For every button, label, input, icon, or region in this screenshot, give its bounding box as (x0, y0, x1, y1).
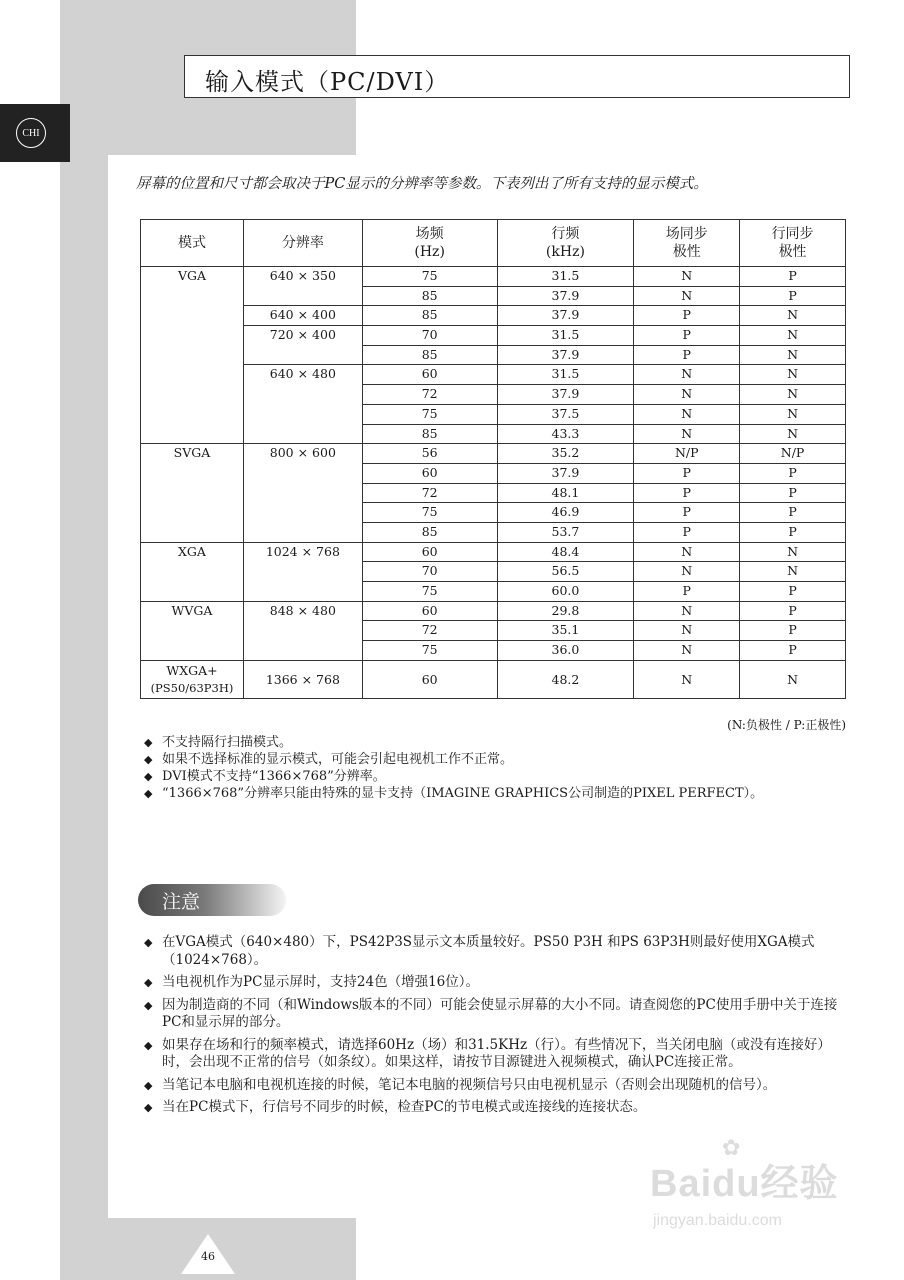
polarity-legend: (N:负极性 / P:正极性) (727, 718, 846, 732)
header-hfreq: 行频 (kHz) (497, 220, 634, 267)
bullet-diamond-icon: ◆ (144, 787, 153, 800)
watermark-logo: Baidu经验 (650, 1163, 839, 1205)
header-vfreq: 场频 (Hz) (362, 220, 497, 267)
cell-vp: N (634, 267, 740, 287)
cell-hp: N (740, 345, 846, 365)
cell-h: 37.9 (497, 463, 634, 483)
cell-v: 60 (362, 365, 497, 385)
cell-v: 72 (362, 483, 497, 503)
cell-h: 48.1 (497, 483, 634, 503)
cell-h: 31.5 (497, 365, 634, 385)
cell-h: 37.9 (497, 306, 634, 326)
cell-v: 85 (362, 345, 497, 365)
cell-h: 60.0 (497, 582, 634, 602)
cell-hp: N (740, 542, 846, 562)
cell-v: 72 (362, 621, 497, 641)
list-item: ◆ “1366×768”分辨率只能由特殊的显卡支持（IMAGINE GRAPHICS公司制造的PIXEL PERFECT）。 (144, 786, 764, 801)
cell-hp: P (740, 641, 846, 661)
cell-h: 43.3 (497, 424, 634, 444)
bullet-diamond-icon: ◆ (144, 770, 153, 783)
cell-vp: N (634, 621, 740, 641)
header-hpolarity: 行同步 极性 (740, 220, 846, 267)
cell-vp: N (634, 286, 740, 306)
cell-hp: P (740, 503, 846, 523)
paw-icon: ✿ (722, 1136, 741, 1161)
cell-vp: N (634, 404, 740, 424)
cell-h: 37.9 (497, 385, 634, 405)
cell-h: 37.5 (497, 404, 634, 424)
bullet-diamond-icon: ◆ (144, 736, 153, 749)
cell-v: 60 (362, 542, 497, 562)
table-header-row (141, 220, 846, 267)
bullet-diamond-icon: ◆ (144, 1101, 153, 1114)
caution-list (144, 934, 848, 1122)
cell-h: 37.9 (497, 286, 634, 306)
title-box (184, 55, 850, 98)
cell-v: 85 (362, 286, 497, 306)
cell-hp: P (740, 522, 846, 542)
chapter-badge: CHI (16, 118, 46, 148)
cell-vp: P (634, 463, 740, 483)
cell-mode: WVGA (141, 601, 244, 660)
page-title: 输入模式（PC/DVI） (205, 68, 450, 96)
cell-mode: VGA (141, 267, 244, 444)
cell-vp: P (634, 582, 740, 602)
watermark (650, 1136, 880, 1242)
caution-title: 注意 (162, 891, 201, 913)
cell-h: 37.9 (497, 345, 634, 365)
cell-h: 31.5 (497, 326, 634, 346)
cell-hp: N (740, 660, 846, 698)
table-row (141, 660, 846, 698)
list-item: ◆ 当笔记本电脑和电视机连接的时候，笔记本电脑的视频信号只由电视机显示（否则会出现随机的信号）。 (144, 1076, 777, 1093)
bullet-diamond-icon: ◆ (144, 1038, 153, 1052)
cell-vp: P (634, 522, 740, 542)
list-item: ◆ 当电视机作为PC显示屏时，支持24色（增强16位）。 (144, 974, 480, 990)
cell-v: 85 (362, 424, 497, 444)
cell-vp: N (634, 562, 740, 582)
cell-v: 70 (362, 326, 497, 346)
cell-hp: P (740, 483, 846, 503)
bullet-diamond-icon: ◆ (144, 998, 153, 1012)
list-item: ◆ 当在PC模式下，行信号不同步的时候，检查PC的节电模式或连接线的连接状态。 (144, 1099, 647, 1115)
table-row (141, 444, 846, 464)
cell-hp: N (740, 424, 846, 444)
bullet-diamond-icon: ◆ (144, 976, 153, 989)
cell-h: 36.0 (497, 641, 634, 661)
table-row (141, 306, 846, 326)
cell-hp: N (740, 404, 846, 424)
cell-hp: P (740, 286, 846, 306)
cell-v: 70 (362, 562, 497, 582)
cell-resolution: 720 × 400 (243, 326, 362, 365)
cell-hp: N (740, 326, 846, 346)
cell-resolution: 640 × 350 (243, 267, 362, 306)
cell-vp: N (634, 424, 740, 444)
bullet-diamond-icon: ◆ (144, 936, 153, 949)
cell-v: 60 (362, 601, 497, 621)
cell-vp: P (634, 503, 740, 523)
list-item: ◆ 不支持隔行扫描模式。 (144, 735, 293, 750)
cell-v: 85 (362, 306, 497, 326)
cell-vp: P (634, 345, 740, 365)
cell-h: 56.5 (497, 562, 634, 582)
cell-h: 35.2 (497, 444, 634, 464)
cell-vp: P (634, 326, 740, 346)
cell-mode: XGA (141, 542, 244, 601)
cell-vp: N (634, 385, 740, 405)
cell-h: 46.9 (497, 503, 634, 523)
cell-vp: P (634, 483, 740, 503)
cell-v: 60 (362, 463, 497, 483)
cell-v: 60 (362, 660, 497, 698)
cell-resolution: 848 × 480 (243, 601, 362, 660)
cell-h: 48.2 (497, 660, 634, 698)
intro-text: 屏幕的位置和尺寸都会取决于PC显示的分辨率等参数。下表列出了所有支持的显示模式。 (136, 176, 708, 192)
table-row (141, 365, 846, 385)
notes-list (144, 734, 824, 802)
cell-vp: N (634, 601, 740, 621)
cell-v: 75 (362, 503, 497, 523)
cell-v: 72 (362, 385, 497, 405)
bullet-diamond-icon: ◆ (144, 1078, 153, 1092)
display-modes-table (140, 219, 846, 699)
cell-v: 75 (362, 404, 497, 424)
cell-res: 1366 × 768 (243, 660, 362, 698)
cell-hp: N/P (740, 444, 846, 464)
cell-vp: N/P (634, 444, 740, 464)
table-row (141, 326, 846, 346)
cell-vp: N (634, 660, 740, 698)
cell-resolution: 640 × 400 (243, 306, 362, 326)
table-row (141, 601, 846, 621)
header-resolution: 分辨率 (243, 220, 362, 267)
cell-vp: N (634, 542, 740, 562)
cell-resolution: 640 × 480 (243, 365, 362, 444)
cell-resolution: 800 × 600 (243, 444, 362, 542)
cell-h: 29.8 (497, 601, 634, 621)
cell-v: 75 (362, 641, 497, 661)
cell-hp: N (740, 365, 846, 385)
header-vpolarity: 场同步 极性 (634, 220, 740, 267)
cell-mode: SVGA (141, 444, 244, 542)
cell-v: 85 (362, 522, 497, 542)
cell-hp: N (740, 385, 846, 405)
cell-v: 75 (362, 267, 497, 287)
cell-hp: P (740, 582, 846, 602)
cell-v: 75 (362, 582, 497, 602)
cell-hp: P (740, 267, 846, 287)
cell-h: 35.1 (497, 621, 634, 641)
table-row (141, 542, 846, 562)
cell-h: 53.7 (497, 522, 634, 542)
page-number: 46 (201, 1250, 215, 1263)
list-item: ◆ DVI模式不支持“1366×768”分辨率。 (144, 769, 386, 784)
cell-mode: WXGA+ (PS50/63P3H) (141, 660, 244, 698)
list-item: ◆ 因为制造商的不同（和Windows版本的不同）可能会使显示屏幕的大小不同。请查阅您的PC使用手册中关于连接PC和显示屏的部分。 (144, 996, 838, 1030)
cell-hp: P (740, 621, 846, 641)
watermark-url: jingyan.baidu.com (653, 1212, 782, 1229)
cell-hp: P (740, 601, 846, 621)
cell-vp: N (634, 641, 740, 661)
cell-resolution: 1024 × 768 (243, 542, 362, 601)
cell-hp: N (740, 562, 846, 582)
table-body (141, 267, 846, 699)
bullet-diamond-icon: ◆ (144, 753, 153, 766)
margin-grey-band (60, 0, 108, 1280)
cell-vp: P (634, 306, 740, 326)
cell-h: 31.5 (497, 267, 634, 287)
list-item: ◆ 如果存在场和行的频率模式，请选择60Hz（场）和31.5KHz（行）。有些情况下，当关闭电脑（或没有连接好）时，会出现不正常的信号（如条纹）。如果这样，请按节目源键进入视频模式，确认PC连接正常。 (144, 1036, 831, 1070)
caution-heading (138, 884, 286, 916)
cell-v: 56 (362, 444, 497, 464)
cell-h: 48.4 (497, 542, 634, 562)
cell-hp: N (740, 306, 846, 326)
cell-vp: N (634, 365, 740, 385)
list-item: ◆ 在VGA模式（640×480）下，PS42P3S显示文本质量较好。PS50 P3H 和PS 63P3H则最好使用XGA模式（1024×768）。 (144, 934, 815, 968)
header-mode: 模式 (141, 220, 244, 267)
cell-hp: P (740, 463, 846, 483)
list-item: ◆ 如果不选择标准的显示模式，可能会引起电视机工作不正常。 (144, 752, 514, 767)
table-row (141, 267, 846, 287)
